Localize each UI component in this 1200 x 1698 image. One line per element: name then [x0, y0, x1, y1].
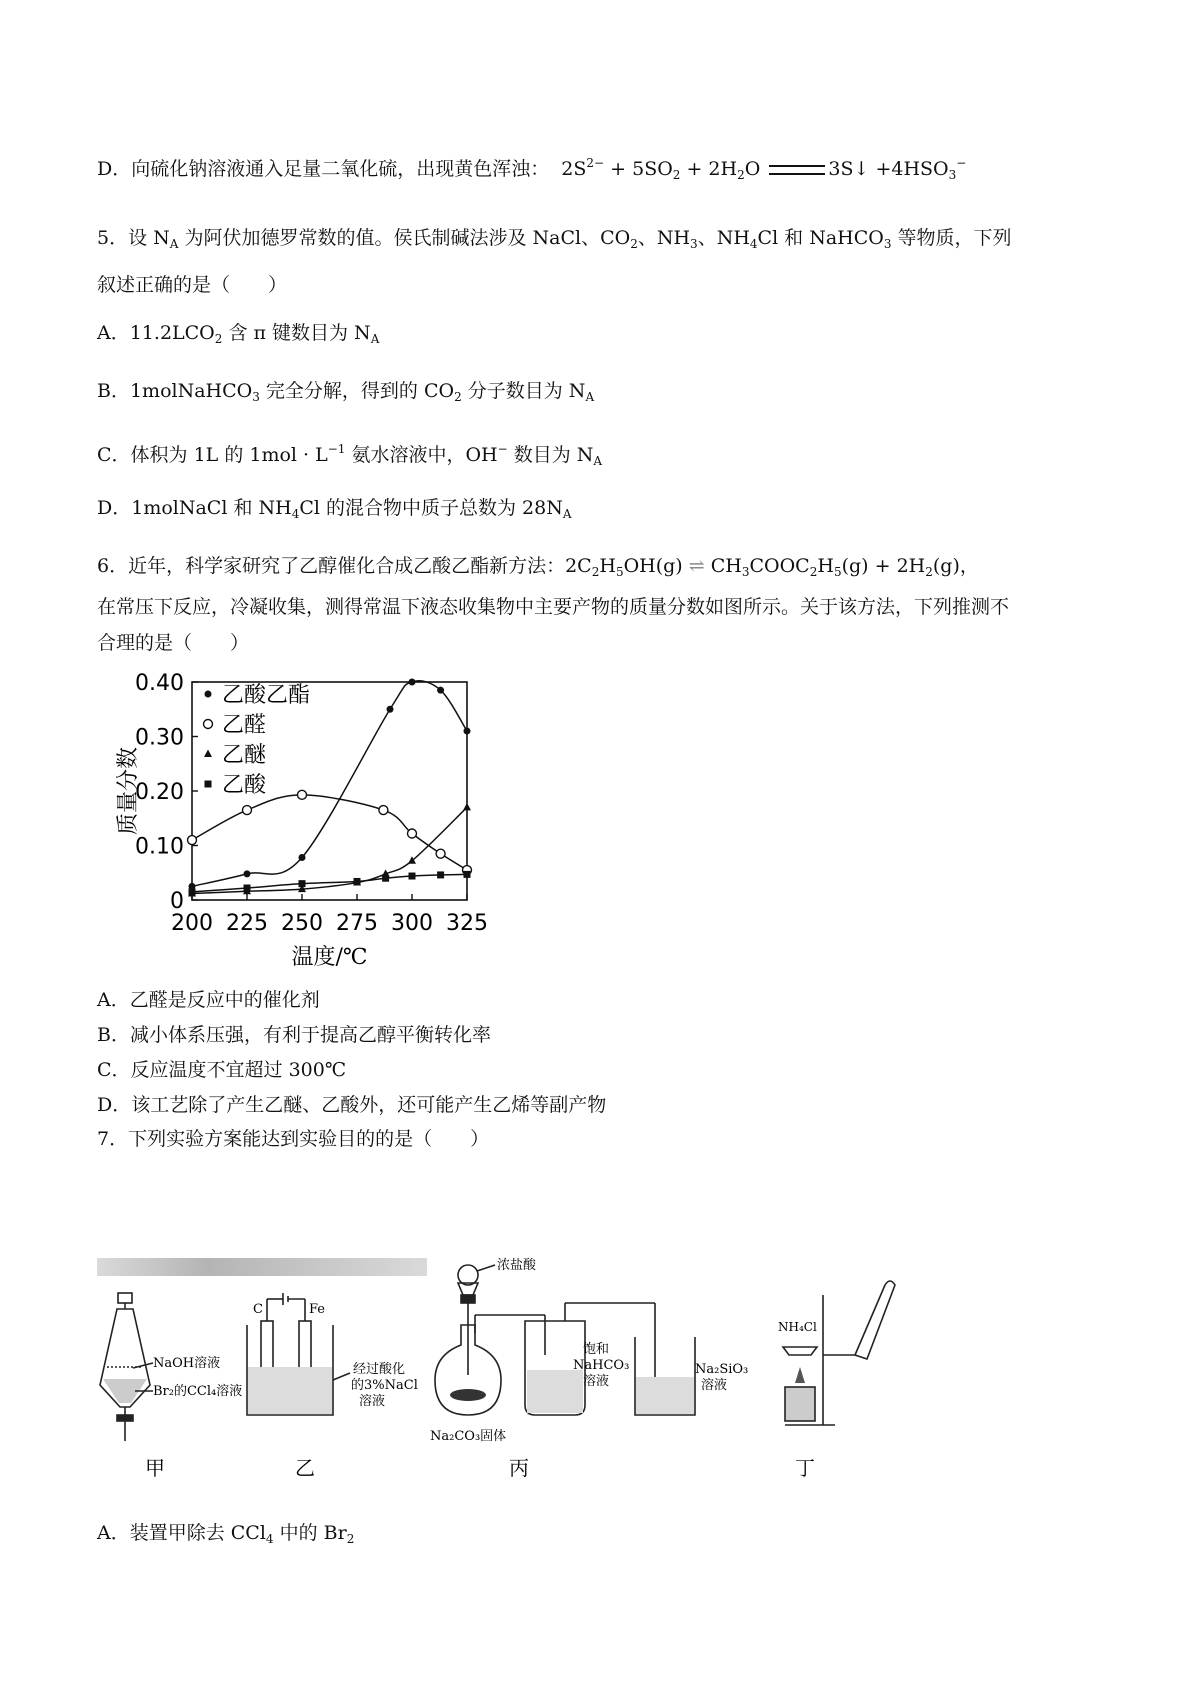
text: H — [599, 555, 616, 577]
data-point — [408, 829, 417, 838]
text: 完全分解，得到的 CO — [259, 380, 455, 402]
q5-option-b — [97, 378, 594, 410]
text: Cl 的混合物中质子总数为 28N — [299, 497, 563, 519]
eq-sup: − — [956, 156, 967, 170]
text: 数目为 N — [507, 444, 594, 466]
sub: 2 — [454, 390, 462, 404]
text: C．体积为 1L 的 1mol · L — [97, 444, 328, 466]
q6-stem-line3: 合理的是（ ） — [97, 632, 250, 654]
y-tick-label: 0.30 — [135, 725, 184, 751]
sub: 2 — [925, 565, 933, 579]
sub: 4 — [265, 1532, 274, 1546]
text: 为阿伏加德罗常数的值。侯氏制碱法涉及 NaCl、CO — [178, 227, 631, 249]
eq-sup: 2− — [586, 156, 605, 170]
eq-sub: 2 — [672, 168, 681, 182]
text: 、NH — [697, 227, 750, 249]
eq-part: O — [744, 158, 761, 180]
sub: 3 — [741, 565, 750, 579]
yi-label-fe: Fe — [309, 1302, 326, 1317]
eq-left: 2S — [561, 158, 587, 180]
x-tick-label: 325 — [446, 911, 488, 936]
sub: 2 — [214, 332, 223, 346]
q5-option-d — [97, 495, 572, 527]
sup: −1 — [327, 442, 346, 456]
y-axis-label: 质量分数 — [116, 746, 141, 836]
q5-stem-line2: 叙述正确的是（ ） — [97, 274, 288, 296]
q4-option-d — [97, 150, 966, 188]
sub: 5 — [615, 565, 624, 579]
q4d-text: D．向硫化钠溶液通入足量二氧化硫，出现黄色浑浊： — [97, 158, 550, 180]
sub: 3 — [252, 390, 260, 404]
bing-label-4: Na₂SiO₃ — [695, 1362, 749, 1377]
text: A．11.2LCO — [97, 322, 215, 344]
double-bar-equals — [769, 165, 825, 175]
text: Cl 和 NaHCO — [757, 227, 884, 249]
bing-label-hcl: 浓盐酸 — [497, 1258, 537, 1273]
yi-label-c: C — [253, 1302, 263, 1317]
apparatus-figure — [95, 1255, 975, 1485]
q6-stem-line2: 在常压下反应，冷凝收集，测得常温下液态收集物中主要产物的质量分数如图所示。关于该方法，下列推测不 — [97, 596, 1010, 618]
text: A．装置甲除去 CCl — [97, 1522, 266, 1544]
jia-label-br2: Br₂的CCl₄溶液 — [153, 1384, 243, 1399]
sub: A — [169, 237, 179, 251]
sub: A — [370, 332, 380, 346]
text: COOC — [749, 555, 810, 577]
sub: A — [562, 507, 572, 521]
q6-option-b: B．减小体系压强，有利于提高乙醇平衡转化率 — [97, 1024, 491, 1046]
sub: 4 — [749, 237, 758, 251]
q5-stem-line1 — [97, 225, 1012, 257]
x-tick-label: 300 — [391, 911, 433, 936]
data-point — [205, 781, 212, 788]
data-point — [387, 706, 394, 713]
bing-label-2: NaHCO₃ — [573, 1358, 630, 1373]
gas-generation-apparatus — [435, 1265, 695, 1415]
sub: 2 — [591, 565, 600, 579]
sub: 2 — [630, 237, 638, 251]
reversible-arrow: ⇌ — [688, 555, 705, 577]
eq-right: 3S↓ +4HSO — [828, 158, 949, 180]
data-point — [298, 790, 307, 799]
eq-sub: 2 — [737, 168, 745, 182]
sub: 2 — [809, 565, 818, 579]
sub: 4 — [291, 507, 300, 521]
bing-label-3: 溶液 — [583, 1374, 610, 1389]
jia-label-naoh: NaOH溶液 — [153, 1356, 221, 1371]
data-point — [464, 728, 471, 735]
q5-option-a — [97, 320, 379, 352]
y-tick-label: 0.40 — [135, 671, 184, 696]
yi-label-3: 溶液 — [359, 1394, 386, 1409]
data-point — [437, 871, 444, 878]
q6-option-c: C．反应温度不宜超过 300℃ — [97, 1059, 347, 1081]
x-tick-label: 275 — [336, 911, 378, 936]
sup: − — [497, 442, 508, 456]
series-line — [192, 807, 467, 893]
text: D．1molNaCl 和 NH — [97, 497, 292, 519]
q4d-equation — [561, 158, 966, 180]
text: 氨水溶液中，OH — [345, 444, 498, 466]
data-point — [379, 806, 388, 815]
text: (g)， — [932, 555, 979, 577]
text: 含 π 键数目为 N — [222, 322, 371, 344]
legend-label: 乙酸乙酯 — [222, 683, 311, 708]
text: 分子数目为 N — [461, 380, 586, 402]
series-line — [192, 795, 467, 870]
text: (g) + 2H — [841, 555, 926, 577]
q6-stem-line1 — [97, 553, 979, 585]
text: CH — [704, 555, 742, 577]
bing-label-1: 饱和 — [583, 1342, 610, 1357]
sub: A — [593, 454, 603, 468]
legend-label: 乙醛 — [222, 713, 267, 738]
sub: 2 — [346, 1532, 355, 1546]
data-point — [409, 679, 416, 686]
data-point — [436, 849, 445, 858]
label-bing: 丙 — [509, 1456, 529, 1480]
data-point — [354, 878, 361, 885]
label-jia: 甲 — [145, 1456, 165, 1480]
x-tick-label: 250 — [281, 911, 323, 936]
data-point — [463, 803, 471, 811]
data-point — [205, 691, 212, 698]
text: 6．近年，科学家研究了乙醇催化合成乙酸乙酯新方法：2C — [97, 555, 592, 577]
separatory-funnel — [100, 1293, 153, 1441]
data-point — [189, 888, 196, 895]
x-tick-label: 200 — [171, 911, 213, 936]
data-point — [243, 806, 252, 815]
text: B．1molNaHCO — [97, 380, 253, 402]
sub: 3 — [883, 237, 892, 251]
data-point — [204, 750, 212, 758]
data-point — [382, 875, 389, 882]
data-point — [188, 836, 197, 845]
sub: A — [585, 390, 595, 404]
q6-option-d: D．该工艺除了产生乙醚、乙酸外，还可能产生乙烯等副产物 — [97, 1094, 607, 1116]
legend-label: 乙醚 — [222, 743, 267, 768]
sub: 5 — [833, 565, 842, 579]
bing-label-5: 溶液 — [701, 1378, 728, 1393]
text: 、NH — [637, 227, 691, 249]
data-point — [299, 880, 306, 887]
data-point — [464, 871, 471, 878]
label-yi: 乙 — [295, 1456, 315, 1480]
eq-part: + 2H — [680, 158, 738, 180]
data-point — [204, 720, 213, 729]
text: 5．设 N — [97, 227, 170, 249]
data-point — [244, 885, 251, 892]
yi-label-2: 的3%NaCl — [351, 1378, 418, 1393]
q7-stem: 7．下列实验方案能达到实验目的的是（ ） — [97, 1128, 490, 1150]
text: 等物质，下列 — [891, 227, 1012, 249]
bing-label-6: Na₂CO₃固体 — [430, 1429, 507, 1444]
text: H — [817, 555, 834, 577]
legend-label: 乙酸 — [222, 773, 267, 798]
data-point — [409, 873, 416, 880]
y-tick-label: 0.20 — [135, 780, 184, 805]
sub: 3 — [690, 237, 698, 251]
q6-option-a: A．乙醛是反应中的催化剂 — [97, 989, 320, 1011]
q7-option-a — [97, 1520, 354, 1552]
ding-label-nh4cl: NH₄Cl — [778, 1320, 817, 1334]
data-point — [437, 687, 444, 694]
heating-apparatus — [783, 1281, 895, 1425]
text: 中的 Br — [273, 1522, 347, 1544]
mass-fraction-chart — [97, 670, 517, 980]
y-tick-label: 0.10 — [135, 834, 184, 860]
eq-part: + 5SO — [604, 158, 673, 180]
eq-sub: 3 — [948, 168, 957, 182]
q5-option-c — [97, 436, 602, 474]
text: OH(g) — [623, 555, 683, 577]
data-point — [299, 854, 306, 861]
data-point — [244, 870, 251, 877]
y-tick-label: 0 — [170, 889, 184, 914]
x-tick-label: 225 — [226, 911, 268, 936]
label-ding: 丁 — [795, 1456, 815, 1480]
yi-label-1: 经过酸化 — [353, 1362, 406, 1377]
x-axis-label: 温度/℃ — [291, 945, 368, 970]
